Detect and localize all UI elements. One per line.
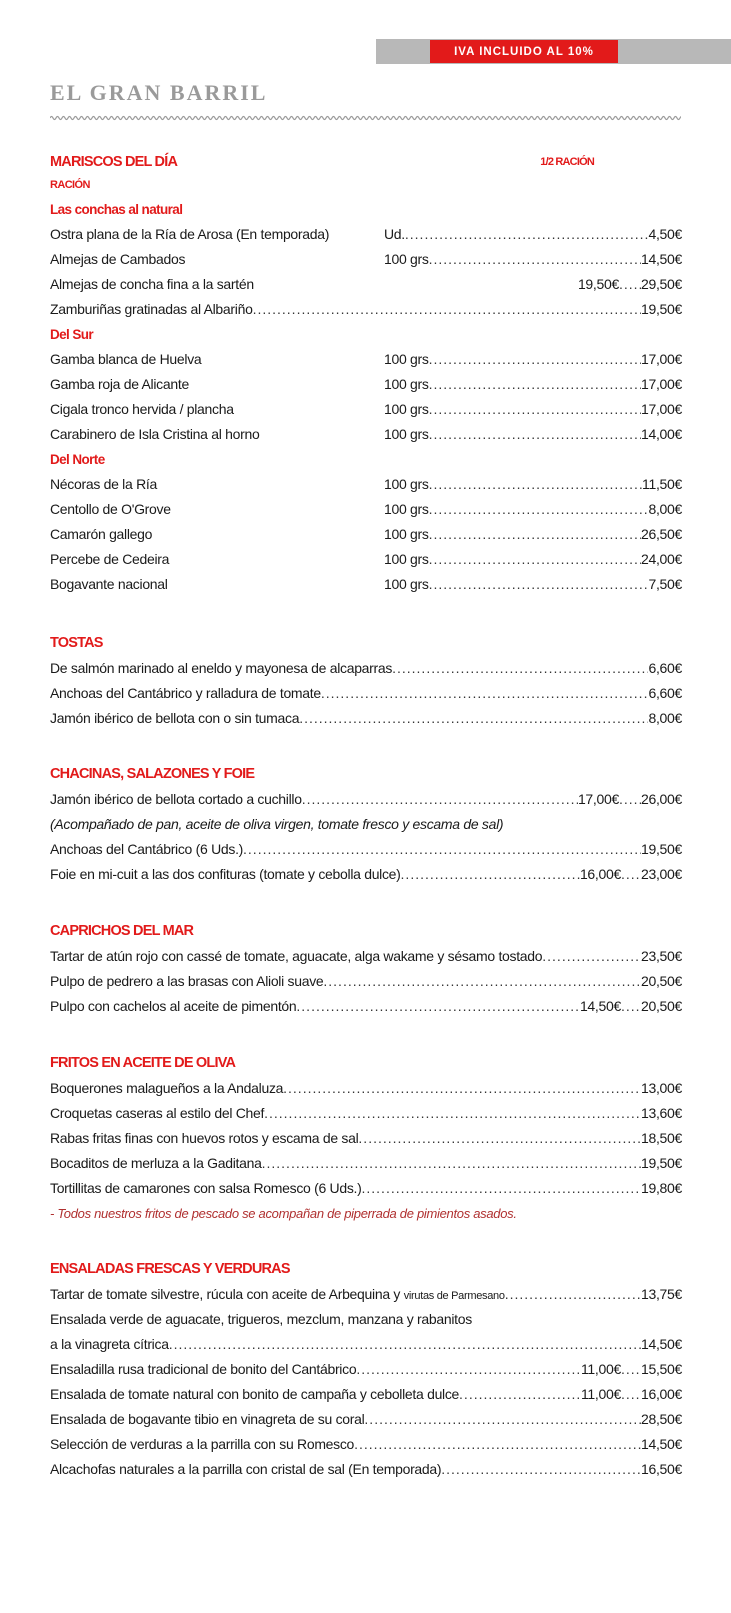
menu-item (50, 1332, 682, 1357)
section-ensaladas-header: ENSALADAS FRESCAS Y VERDURAS (50, 1261, 290, 1277)
menu-item (50, 1151, 682, 1176)
dot-leader (356, 1357, 581, 1382)
dot-leader (429, 247, 641, 272)
item-name: Bogavante nacional (50, 576, 168, 592)
menu-item (50, 862, 682, 887)
menu-item (50, 222, 682, 247)
item-price: 14,00€ (640, 426, 682, 442)
item-name: Bocaditos de merluza a la Gaditana (50, 1155, 262, 1171)
dot-leader (321, 681, 649, 706)
item-name: Tartar de tomate silvestre, rúcula con aceite de Arbequina y (50, 1286, 404, 1302)
item-name: a la vinagreta cítrica (50, 1336, 169, 1352)
subsection-title: Las conchas al natural (50, 202, 183, 217)
item-unit: 100 grs (384, 476, 429, 492)
item-name: Centollo de O'Grove (50, 501, 171, 517)
menu-content (50, 150, 682, 1482)
item-price: 14,50€ (640, 1336, 682, 1352)
dot-leader (364, 1407, 641, 1432)
item-name: Selección de verduras a la parrilla con su Romesco (50, 1436, 355, 1452)
menu-item (50, 656, 682, 681)
dot-leader (619, 787, 641, 812)
item-name: Carabinero de Isla Cristina al horno (50, 426, 260, 442)
item-half-price: 14,50€ (579, 998, 621, 1014)
menu-item (50, 969, 682, 994)
item-name: Rabas fritas finas con huevos rotos y escama de sal (50, 1130, 359, 1146)
dot-leader (358, 1126, 641, 1151)
item-price: 14,50€ (640, 1436, 682, 1452)
item-half-price: 19,50€ (577, 276, 619, 292)
item-price: 7,50€ (648, 576, 682, 592)
item-unit: 100 grs (384, 501, 429, 517)
item-name: Alcachofas naturales a la parrilla con cristal de sal (En temporada) (50, 1461, 442, 1477)
dot-leader (429, 347, 641, 372)
menu-item (50, 372, 682, 397)
menu-item (50, 1176, 682, 1201)
item-price: 26,00€ (640, 791, 682, 807)
dot-leader (405, 222, 649, 247)
menu-item (50, 497, 682, 522)
decorative-wave-divider (50, 114, 681, 122)
dot-leader (243, 837, 641, 862)
item-price: 13,00€ (640, 1080, 682, 1096)
item-unit: 100 grs (384, 526, 429, 542)
item-name: De salmón marinado al eneldo y mayonesa de alcaparras (50, 660, 393, 676)
item-name: Boquerones malagueños a la Andaluza (50, 1080, 284, 1096)
item-name: Almejas de Cambados (50, 251, 186, 267)
menu-item (50, 572, 682, 597)
item-half-price: 16,00€ (579, 866, 621, 882)
dot-leader (505, 1282, 641, 1307)
menu-item (50, 837, 682, 862)
item-price: 24,00€ (640, 551, 682, 567)
item-name: Ensalada de tomate natural con bonito de campaña y cebolleta dulce (50, 1386, 460, 1402)
item-price: 19,80€ (640, 1180, 682, 1196)
dot-leader (441, 1457, 641, 1482)
item-price: 20,50€ (640, 998, 682, 1014)
item-name-fine: virutas de Parmesano (403, 1290, 505, 1302)
item-name: Jamón ibérico de bellota con o sin tumaca (50, 710, 300, 726)
item-price: 8,00€ (648, 501, 682, 517)
item-price: 16,00€ (640, 1386, 682, 1402)
item-name: Gamba roja de Alicante (50, 376, 189, 392)
dot-leader (283, 1076, 641, 1101)
item-name: Tortillitas de camarones con salsa Romesco (6 Uds.) (50, 1180, 362, 1196)
menu-item (50, 1101, 682, 1126)
item-note: (Acompañado de pan, aceite de oliva virgen, tomate fresco y escama de sal) (50, 816, 504, 832)
dot-leader (621, 994, 641, 1019)
half-portion-label: 1/2 RACIÓN (540, 156, 594, 168)
item-price: 28,50€ (640, 1411, 682, 1427)
menu-item (50, 1282, 682, 1307)
menu-item (50, 1432, 682, 1457)
dot-leader (169, 1332, 641, 1357)
item-price: 23,50€ (640, 948, 682, 964)
menu-item (50, 347, 682, 372)
dot-leader (429, 397, 641, 422)
menu-item (50, 1357, 682, 1382)
dot-leader (429, 522, 641, 547)
dot-leader (429, 422, 641, 447)
item-unit: 100 grs (384, 401, 429, 417)
menu-item (50, 397, 682, 422)
dot-leader (429, 472, 642, 497)
item-name: Pulpo con cachelos al aceite de pimentón (50, 998, 297, 1014)
item-unit: Ud. (384, 226, 405, 242)
item-price: 26,50€ (640, 526, 682, 542)
item-price: 29,50€ (640, 276, 682, 292)
item-name: Camarón gallego (50, 526, 153, 542)
item-price: 6,60€ (648, 685, 682, 701)
section-tostas-header: TOSTAS (50, 635, 103, 651)
dot-leader (429, 372, 641, 397)
iva-badge: IVA INCLUIDO AL 10% (430, 40, 618, 63)
section-mariscos-header (50, 150, 682, 175)
item-unit: 100 grs (384, 551, 429, 567)
menu-item (50, 681, 682, 706)
item-name: Nécoras de la Ría (50, 476, 157, 492)
dot-leader (542, 944, 641, 969)
item-price: 19,50€ (640, 841, 682, 857)
item-price: 20,50€ (640, 973, 682, 989)
item-name: Percebe de Cedeira (50, 551, 170, 567)
dot-leader (621, 1357, 641, 1382)
dot-leader (429, 572, 649, 597)
item-name: Cigala tronco hervida / plancha (50, 401, 234, 417)
item-price: 13,75€ (640, 1286, 682, 1302)
item-name: Almejas de concha fina a la sartén (50, 276, 254, 292)
item-price: 16,50€ (640, 1461, 682, 1477)
menu-item (50, 706, 682, 731)
dot-leader (296, 994, 580, 1019)
menu-item (50, 297, 682, 322)
item-price: 17,00€ (640, 376, 682, 392)
dot-leader (621, 1382, 641, 1407)
menu-item (50, 1126, 682, 1151)
item-price: 18,50€ (640, 1130, 682, 1146)
item-unit: 100 grs (384, 351, 429, 367)
dot-leader (253, 297, 641, 322)
item-unit: 100 grs (384, 251, 429, 267)
dot-leader (264, 1101, 641, 1126)
dot-leader (354, 1432, 641, 1457)
item-name: Foie en mi-cuit a las dos confituras (tomate y cebolla dulce) (50, 866, 401, 882)
item-price: 8,00€ (648, 710, 682, 726)
section-title: MARISCOS DEL DÍA (50, 154, 178, 170)
item-name: Zamburiñas gratinadas al Albariño (50, 301, 253, 317)
dot-leader (429, 547, 641, 572)
dot-leader (621, 862, 641, 887)
section-fritos-header: FRITOS EN ACEITE DE OLIVA (50, 1055, 236, 1071)
subsection-title: Del Sur (50, 327, 94, 342)
menu-item (50, 522, 682, 547)
menu-item (50, 1407, 682, 1432)
menu-item (50, 247, 682, 272)
dot-leader (362, 1176, 641, 1201)
item-half-price: 11,00€ (580, 1361, 621, 1377)
item-price: 23,00€ (640, 866, 682, 882)
dot-leader (429, 497, 649, 522)
item-price: 19,50€ (640, 1155, 682, 1171)
menu-item (50, 994, 682, 1019)
section-chacinas-header: CHACINAS, SALAZONES Y FOIE (50, 766, 255, 782)
item-price: 19,50€ (640, 301, 682, 317)
dot-leader (262, 1151, 641, 1176)
item-price: 13,60€ (640, 1105, 682, 1121)
item-half-price: 17,00€ (577, 791, 619, 807)
item-name-line: Ensalada verde de aguacate, trigueros, mezclum, manzana y rabanitos (50, 1311, 472, 1327)
subsection-title: Del Norte (50, 452, 105, 467)
item-price: 6,60€ (648, 660, 682, 676)
item-name: Ostra plana de la Ría de Arosa (En temporada) (50, 226, 330, 242)
dot-leader (619, 272, 641, 297)
item-name: Croquetas caseras al estilo del Chef (50, 1105, 265, 1121)
item-price: 11,50€ (642, 476, 682, 492)
section-note: - Todos nuestros fritos de pescado se acompañan de piperrada de pimientos asados. (50, 1206, 517, 1221)
menu-item (50, 1457, 682, 1482)
item-price: 14,50€ (640, 251, 682, 267)
dot-leader (323, 969, 641, 994)
item-unit: 100 grs (384, 426, 429, 442)
item-name: Tartar de atún rojo con cassé de tomate, aguacate, alga wakame y sésamo tostado (50, 948, 543, 964)
dot-leader (459, 1382, 581, 1407)
item-price: 17,00€ (640, 351, 682, 367)
item-price: 15,50€ (640, 1361, 682, 1377)
menu-item (50, 944, 682, 969)
section-caprichos-header: CAPRICHOS DEL MAR (50, 923, 194, 939)
item-unit: 100 grs (384, 376, 429, 392)
menu-item (50, 422, 682, 447)
menu-item (50, 547, 682, 572)
menu-item (50, 272, 682, 297)
menu-item (50, 472, 682, 497)
restaurant-title: EL GRAN BARRIL (50, 80, 268, 105)
item-name: Anchoas del Cantábrico y ralladura de tomate (50, 685, 321, 701)
portion-label: RACIÓN (50, 179, 90, 191)
item-name: Gamba blanca de Huelva (50, 351, 202, 367)
item-name: Ensaladilla rusa tradicional de bonito del Cantábrico (50, 1361, 357, 1377)
dot-leader (392, 656, 648, 681)
menu-item (50, 1382, 682, 1407)
dot-leader (302, 787, 578, 812)
dot-leader (299, 706, 648, 731)
item-unit: 100 grs (384, 576, 429, 592)
item-name: Pulpo de pedrero a las brasas con Alioli suave (50, 973, 324, 989)
item-price: 17,00€ (640, 401, 682, 417)
dot-leader (401, 862, 580, 887)
menu-item (50, 787, 682, 812)
item-name: Jamón ibérico de bellota cortado a cuchillo (50, 791, 302, 807)
item-name: Ensalada de bogavante tibio en vinagreta de su coral (50, 1411, 365, 1427)
item-price: 4,50€ (648, 226, 682, 242)
item-name: Anchoas del Cantábrico (6 Uds.) (50, 841, 244, 857)
menu-item (50, 1076, 682, 1101)
item-half-price: 11,00€ (580, 1386, 621, 1402)
